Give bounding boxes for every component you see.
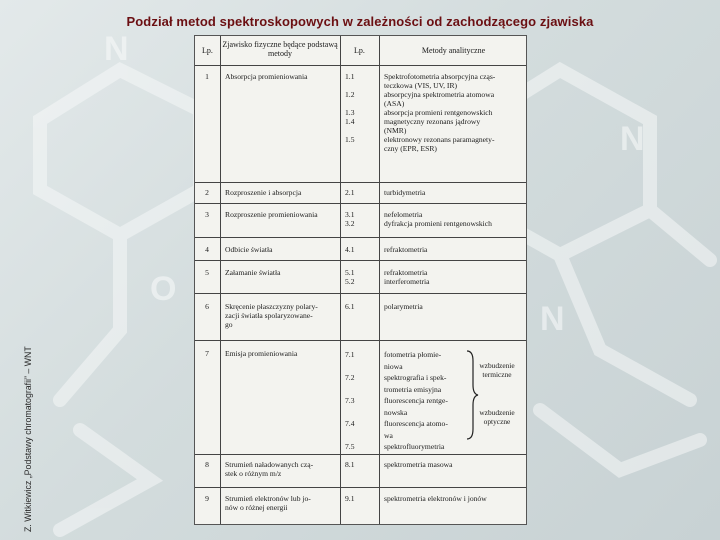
phenomenon-cell [225,72,341,81]
method-line: nowska [384,407,408,417]
method-line: magnetyczny rezonans jądrowy [384,117,481,126]
lp-line: 7.2 [345,373,355,382]
methods-cell [384,72,526,153]
lp-line: 5.2 [345,277,355,286]
excitation-note [467,409,527,426]
table-divider [195,260,526,261]
source-caption: Z. Witkiewicz „Podstawy chromatografii” – WNT [23,346,33,532]
phenomenon-cell [225,302,341,329]
lp-cell: 8.1 [345,460,355,469]
lp-line: 3.1 [345,210,355,219]
lp-cell [345,268,373,286]
row-number: 3 [205,210,209,219]
header-lp-method: Lp. [354,46,365,55]
phenomenon-cell: Rozproszenie i absorpcja [225,188,302,197]
method-line: refraktometria [384,268,428,277]
phenomenon-line: stek o różnym m/z [225,469,282,478]
methods-cell: turbidymetria [384,188,426,197]
phenomenon-line: Strumień naładowanych czą- [225,460,314,469]
method-line: czny (EPR, ESR) [384,144,437,153]
phenomenon-line: Strumień elektronów lub jo- [225,494,311,503]
row-number: 8 [205,460,209,469]
row-number: 7 [205,349,209,358]
method-line: dyfrakcja promieni rentgenowskich [384,219,492,228]
method-line: fluorescencja atomo- [384,419,448,428]
methods-cell: refraktometria [384,245,428,254]
lp-line: 3.2 [345,219,355,228]
lp-cell [345,72,373,144]
method-line: elektronowy rezonans paramagnety- [384,135,495,144]
lp-line [345,384,373,396]
method-line: fluorescencja rentge- [384,396,448,405]
method-line: spektrofluorymetria [384,442,445,451]
table-divider [340,36,341,524]
method-line: nefelometria [384,210,423,219]
method-line: fotometria płomie- [384,350,442,359]
methods-cell [384,268,526,286]
table-divider [379,36,380,524]
method-line: teczkowa (VIS, UV, IR) [384,81,458,90]
lp-cell: 6.1 [345,302,355,311]
table-divider [195,340,526,341]
lp-cell: 9.1 [345,494,355,503]
phenomenon-line: Skręcenie płaszczyzny polary- [225,302,318,311]
svg-text:N: N [620,120,645,158]
method-line: absorpcja promieni rentgenowskich [384,108,493,117]
phenomenon-line: zacji światła spolaryzowane- [225,311,313,320]
note-line: termiczne [482,369,512,379]
excitation-note [467,362,527,379]
lp-line: 1.1 [345,72,355,81]
svg-text:N: N [104,30,129,68]
note-line: optyczne [483,416,511,426]
method-line: niowa [384,361,403,371]
phenomenon-cell: Załamanie światła [225,268,281,277]
page-title: Podział metod spektroskopowych w zależności od zachodzącego zjawiska [126,14,594,29]
lp-line: 5.1 [345,268,355,277]
header-phenomenon: Zjawisko fizyczne będące podstawą metody [222,40,338,58]
phenomenon-line: Absorpcja promieniowania [225,72,308,81]
lp-line [345,99,373,108]
lp-line [345,407,373,419]
row-number: 5 [205,268,209,277]
lp-cell [345,349,373,453]
method-line: spektrografia i spek- [384,373,447,382]
phenomenon-line: go [225,320,233,329]
header-lp: Lp. [202,46,213,55]
row-number: 6 [205,302,209,311]
table-divider [195,454,526,455]
table-divider [195,182,526,183]
method-line: absorpcyjna spektrometria atomowa [384,90,495,99]
lp-line [345,126,373,135]
note-line: wzbudzenie [479,361,515,370]
svg-text:N: N [540,300,565,338]
lp-line [345,361,373,373]
lp-line: 7.5 [345,442,355,451]
methods-cell: spektrometria masowa [384,460,453,469]
method-line: trometria emisyjna [384,384,442,394]
table-divider [195,65,526,66]
row-number: 4 [205,245,209,254]
phenomenon-cell: Emisja promieniowania [225,349,298,358]
methods-cell [384,349,470,453]
lp-line [345,81,373,90]
table-divider [195,487,526,488]
method-line: wa [384,430,393,440]
method-line: interferometria [384,277,430,286]
lp-cell [345,210,373,228]
table-divider [195,293,526,294]
method-line: (NMR) [384,126,407,135]
lp-cell: 4.1 [345,245,355,254]
phenomenon-line: nów o różnej energii [225,503,288,512]
table-divider [195,237,526,238]
header-methods: Metody analityczne [421,46,486,55]
lp-line: 1.2 [345,90,355,99]
phenomenon-cell [225,494,341,512]
note-line: wzbudzenie [479,408,515,417]
lp-line: 1.3 [345,108,355,117]
phenomenon-cell: Rozproszenie promieniowania [225,210,318,219]
lp-line: 7.3 [345,396,355,405]
lp-line: 1.5 [345,135,355,144]
lp-line [345,430,373,442]
phenomenon-cell [225,460,341,478]
phenomenon-cell: Odbicie światła [225,245,273,254]
table-divider [195,203,526,204]
svg-text:O: O [150,270,177,308]
lp-line: 1.4 [345,117,355,126]
scanned-table [194,35,527,525]
methods-cell [384,210,526,228]
methods-cell: polarymetria [384,302,423,311]
method-line: (ASA) [384,99,405,108]
table-divider [220,36,221,524]
lp-line: 7.4 [345,419,355,428]
lp-line: 7.1 [345,350,355,359]
lp-cell: 2.1 [345,188,355,197]
row-number: 2 [205,188,209,197]
row-number: 9 [205,494,209,503]
methods-cell: spektrometria elektronów i jonów [384,494,487,503]
row-number: 1 [205,72,209,81]
method-line: Spektrofotometria absorpcyjna cząs- [384,72,496,81]
